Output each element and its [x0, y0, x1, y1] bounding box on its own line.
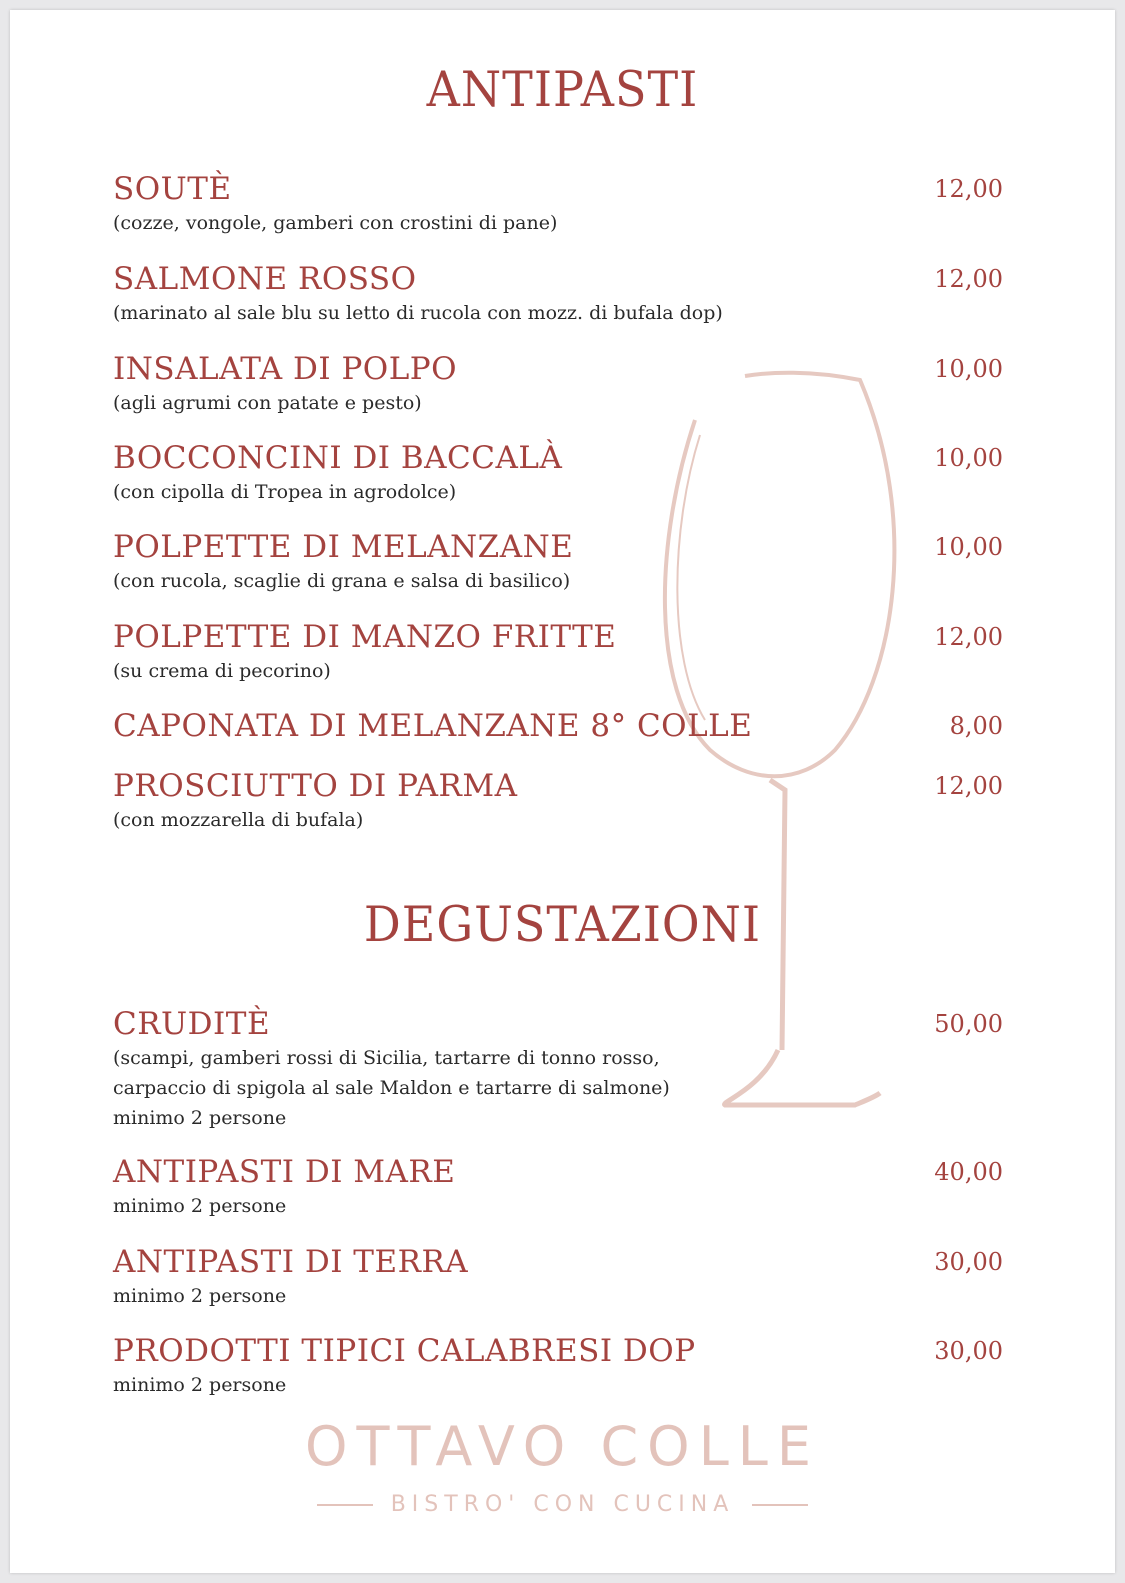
item-price: 30,00	[934, 1337, 1003, 1365]
logo-tagline	[10, 1490, 1115, 1520]
item-name: ANTIPASTI DI TERRA	[113, 1244, 469, 1280]
logo-divider	[317, 1504, 373, 1506]
item-description: (con mozzarella di bufala)	[113, 809, 364, 831]
menu-item	[113, 1243, 1013, 1311]
menu-item	[113, 767, 1013, 835]
menu-item	[113, 1332, 1013, 1400]
menu-item	[113, 170, 1013, 238]
item-name: SALMONE ROSSO	[113, 261, 417, 297]
item-minimum: minimo 2 persone	[113, 1107, 287, 1129]
menu-item	[113, 1153, 1013, 1221]
logo-tagline-text: BISTRO' CON CUCINA	[390, 1492, 735, 1517]
item-name: POLPETTE DI MELANZANE	[113, 529, 574, 565]
item-price: 30,00	[934, 1248, 1003, 1276]
menu-item	[113, 439, 1013, 507]
item-description: (su crema di pecorino)	[113, 660, 331, 682]
item-price: 12,00	[934, 623, 1003, 651]
item-description: carpaccio di spigola al sale Maldon e tartarre di salmone)	[113, 1077, 670, 1099]
item-price: 12,00	[934, 265, 1003, 293]
item-price: 12,00	[934, 772, 1003, 800]
item-name: POLPETTE DI MANZO FRITTE	[113, 619, 617, 655]
item-name: BOCCONCINI DI BACCALÀ	[113, 440, 563, 476]
menu-item	[113, 1005, 1013, 1133]
menu-item	[113, 707, 1013, 745]
item-name: PRODOTTI TIPICI CALABRESI DOP	[113, 1333, 696, 1369]
item-description: (scampi, gamberi rossi di Sicilia, tartarre di tonno rosso,	[113, 1047, 660, 1069]
logo-name: OTTAVO COLLE	[305, 1415, 820, 1478]
menu-item	[113, 618, 1013, 686]
item-minimum: minimo 2 persone	[113, 1195, 287, 1217]
menu-item	[113, 260, 1013, 328]
menu-item	[113, 350, 1013, 418]
item-price: 50,00	[934, 1010, 1003, 1038]
item-description: (agli agrumi con patate e pesto)	[113, 392, 422, 414]
item-price: 10,00	[934, 444, 1003, 472]
item-price: 12,00	[934, 175, 1003, 203]
item-name: ANTIPASTI DI MARE	[113, 1154, 456, 1190]
item-price: 8,00	[949, 712, 1003, 740]
item-name: PROSCIUTTO DI PARMA	[113, 768, 518, 804]
item-name: INSALATA DI POLPO	[113, 351, 458, 387]
item-description: (con rucola, scaglie di grana e salsa di basilico)	[113, 570, 571, 592]
item-minimum: minimo 2 persone	[113, 1374, 287, 1396]
item-name: CAPONATA DI MELANZANE 8° COLLE	[113, 708, 753, 744]
menu-item	[113, 528, 1013, 596]
section-title-degustazioni: DEGUSTAZIONI	[363, 895, 762, 953]
item-price: 40,00	[934, 1158, 1003, 1186]
item-description: (marinato al sale blu su letto di rucola con mozz. di bufala dop)	[113, 302, 723, 324]
item-name: CRUDITÈ	[113, 1006, 271, 1042]
item-price: 10,00	[934, 355, 1003, 383]
logo-divider	[752, 1504, 808, 1506]
section-title-antipasti: ANTIPASTI	[426, 60, 699, 118]
item-price: 10,00	[934, 533, 1003, 561]
item-description: (con cipolla di Tropea in agrodolce)	[113, 481, 457, 503]
item-name: SOUTÈ	[113, 171, 232, 207]
menu-page	[10, 10, 1115, 1573]
item-minimum: minimo 2 persone	[113, 1285, 287, 1307]
item-description: (cozze, vongole, gamberi con crostini di pane)	[113, 212, 558, 234]
